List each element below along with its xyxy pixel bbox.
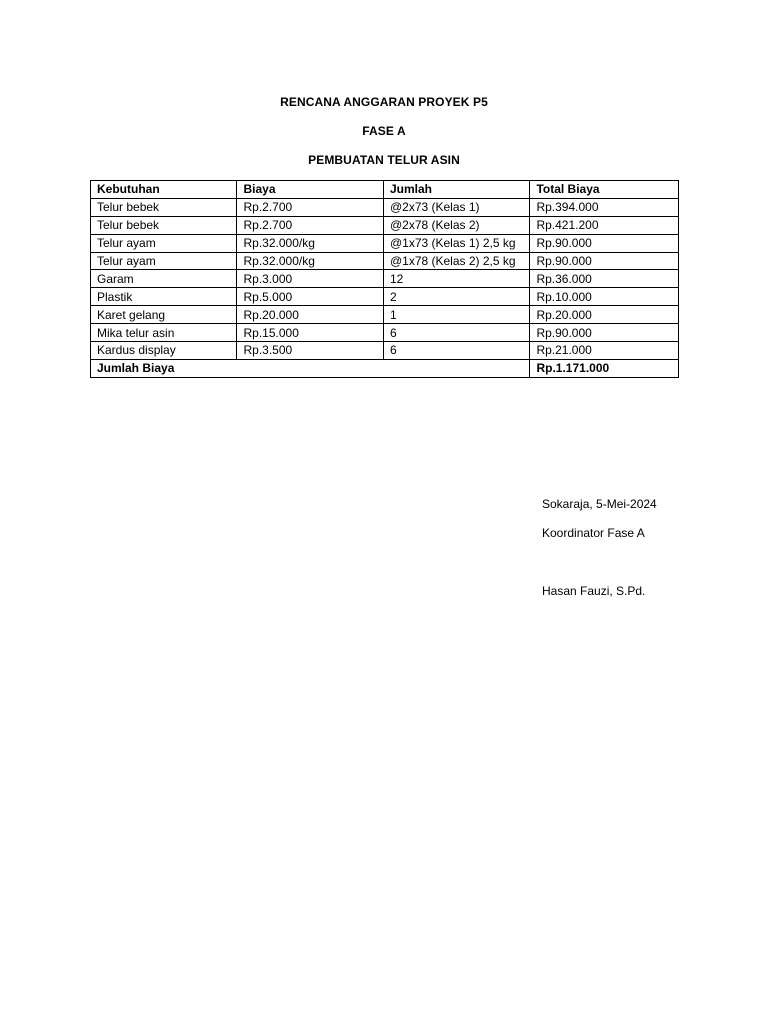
cell-jumlah: 6 [383,342,529,360]
table-row [91,324,679,342]
cell-kebutuhan: Telur bebek [91,216,237,234]
header-jumlah: Jumlah [383,181,529,199]
cell-jumlah: @2x73 (Kelas 1) [383,198,529,216]
cell-kebutuhan: Telur ayam [91,234,237,252]
total-value: Rp.1.171.000 [530,359,679,377]
cell-total-biaya: Rp.20.000 [530,306,679,324]
budget-table [90,180,679,378]
cell-kebutuhan: Mika telur asin [91,324,237,342]
table-total-row [91,359,679,377]
header-biaya: Biaya [237,181,383,199]
cell-jumlah: 1 [383,306,529,324]
document-title: RENCANA ANGGARAN PROYEK P5 [280,95,488,109]
cell-total-biaya: Rp.90.000 [530,234,679,252]
table-row [91,306,679,324]
cell-biaya: Rp.2.700 [237,216,383,234]
cell-total-biaya: Rp.36.000 [530,270,679,288]
cell-total-biaya: Rp.10.000 [530,288,679,306]
cell-jumlah: @2x78 (Kelas 2) [383,216,529,234]
cell-jumlah: @1x78 (Kelas 2) 2,5 kg [383,252,529,270]
header-kebutuhan: Kebutuhan [91,181,237,199]
signature-role: Koordinator Fase A [542,526,645,540]
cell-jumlah: 12 [383,270,529,288]
cell-biaya: Rp.15.000 [237,324,383,342]
cell-jumlah: 2 [383,288,529,306]
table-row [91,252,679,270]
cell-kebutuhan: Garam [91,270,237,288]
table-row [91,198,679,216]
cell-total-biaya: Rp.90.000 [530,252,679,270]
total-label: Jumlah Biaya [91,359,530,377]
cell-kebutuhan: Kardus display [91,342,237,360]
cell-biaya: Rp.2.700 [237,198,383,216]
cell-total-biaya: Rp.90.000 [530,324,679,342]
cell-biaya: Rp.3.500 [237,342,383,360]
cell-total-biaya: Rp.21.000 [530,342,679,360]
cell-total-biaya: Rp.421.200 [530,216,679,234]
cell-kebutuhan: Telur ayam [91,252,237,270]
cell-kebutuhan: Telur bebek [91,198,237,216]
document-subtitle: PEMBUATAN TELUR ASIN [308,153,460,167]
cell-kebutuhan: Plastik [91,288,237,306]
table-row [91,234,679,252]
table-row [91,342,679,360]
cell-jumlah: @1x73 (Kelas 1) 2,5 kg [383,234,529,252]
signature-place-date: Sokaraja, 5-Mei-2024 [542,497,657,511]
table-row [91,216,679,234]
cell-kebutuhan: Karet gelang [91,306,237,324]
cell-jumlah: 6 [383,324,529,342]
cell-biaya: Rp.32.000/kg [237,234,383,252]
table-row [91,288,679,306]
header-total-biaya: Total Biaya [530,181,679,199]
cell-biaya: Rp.5.000 [237,288,383,306]
cell-biaya: Rp.3.000 [237,270,383,288]
cell-biaya: Rp.20.000 [237,306,383,324]
table-row [91,270,679,288]
cell-biaya: Rp.32.000/kg [237,252,383,270]
cell-total-biaya: Rp.394.000 [530,198,679,216]
signature-name: Hasan Fauzi, S.Pd. [542,584,646,598]
document-phase: FASE A [362,124,406,138]
table-header-row [91,181,679,199]
